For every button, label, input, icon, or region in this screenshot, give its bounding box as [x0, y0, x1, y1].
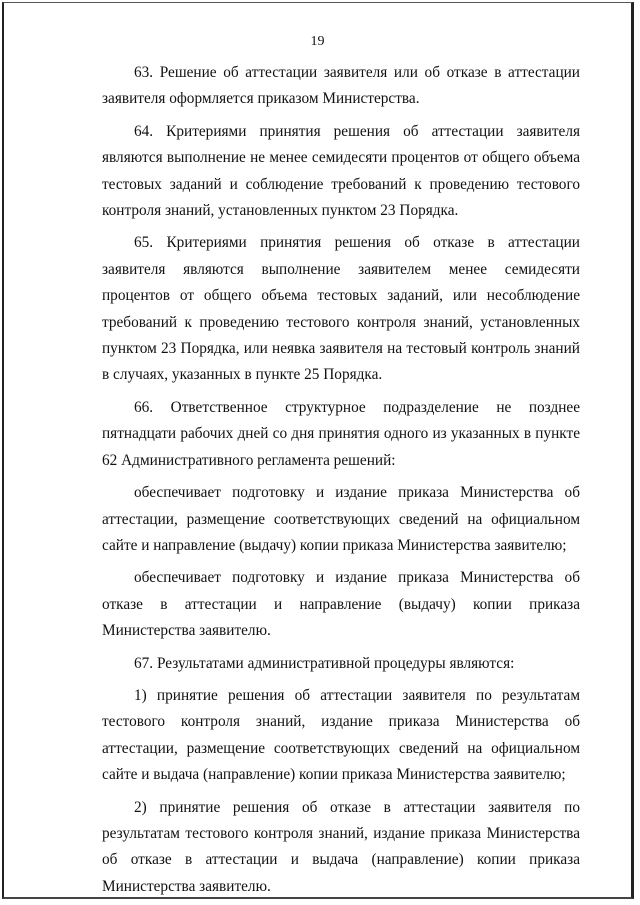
paragraph-63: 63. Решение об аттестации заявителя или об отказе в аттестации заявителя оформляется приказом Министерства. [102, 64, 580, 108]
paragraph-66: 66. Ответственное структурное подразделение не позднее пятнадцати рабочих дней со дня принятия одного из указанных в пункте 62 Административного регламента решений: [102, 398, 580, 469]
paragraph-65: 65. Критериями принятия решения об отказе в аттестации заявителя являются выполнение заявителем менее семидесяти процентов от общего объема тестовых заданий, или несоблюдение требований к проведению тестового контроля знаний, установленных пунктом 23 Порядка, или неявка заявителя на тестовый контроль знаний в случаях, указанных в пункте 25 Порядка. [102, 234, 580, 384]
paragraph-67-item-1: 1) принятие решения об аттестации заявителя по результатам тестового контроля знаний, издание приказа Министерства об аттестации, размещение соответствующих сведений на официальном сайте и выдача (направление) копии приказа Министерства заявителю; [102, 686, 580, 784]
document-page [2, 2, 634, 899]
paragraph-66-item-2: обеспечивает подготовку и издание приказа Министерства об отказе в аттестации и направление (выдачу) копии приказа Министерства заявителю. [102, 569, 580, 640]
paragraph-66-item-1: обеспечивает подготовку и издание приказа Министерства об аттестации, размещение соответствующих сведений на официальном сайте и направление (выдачу) копии приказа Министерства заявителю; [102, 484, 580, 554]
document-body [102, 60, 580, 900]
page-number: 19 [310, 34, 325, 49]
paragraph-64: 64. Критериями принятия решения об аттестации заявителя являются выполнение не менее семидесяти процентов от общего объема тестовых заданий и соблюдение требований к проведению тестового контроля знаний, установленных пунктом 23 Порядка. [102, 122, 580, 220]
paragraph-67: 67. Результатами административной процедуры являются: [134, 654, 515, 672]
paragraph-67-item-2: 2) принятие решения об отказе в аттестации заявителя по результатам тестового контроля знаний, издание приказа Министерства об отказе в аттестации и выдача (направление) копии приказа Министерства заявителю. [102, 798, 580, 895]
